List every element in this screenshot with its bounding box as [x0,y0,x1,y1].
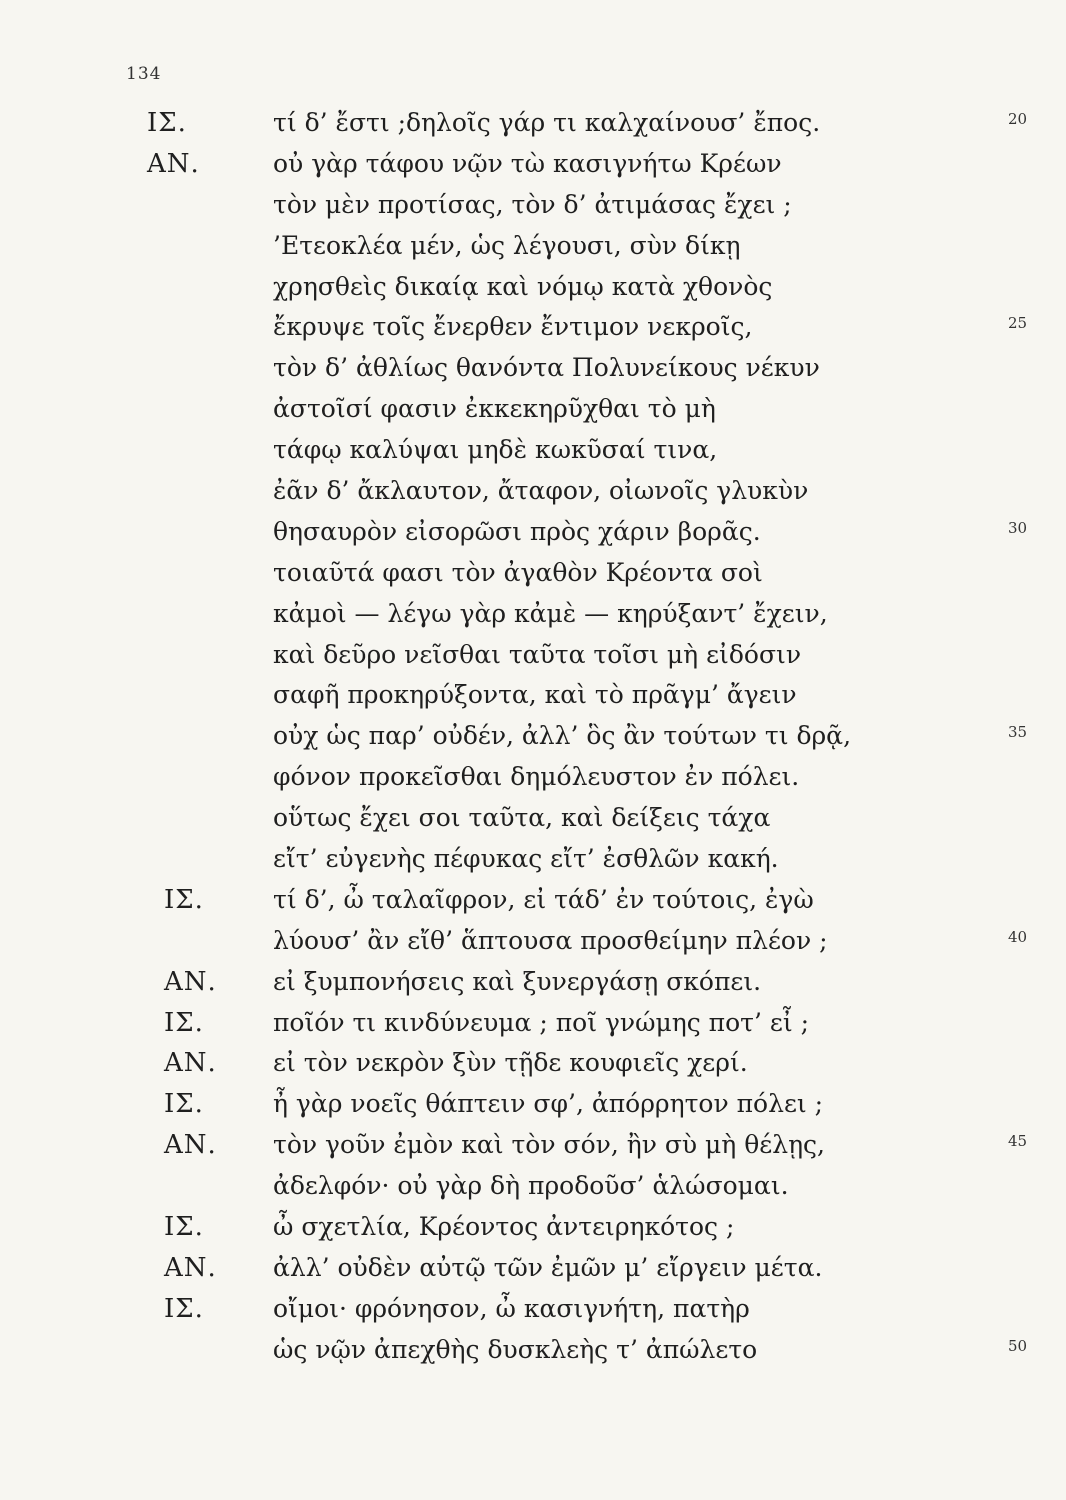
speaker-label: ΑΝ. [164,1252,217,1283]
verse-line [0,308,1066,349]
verse-line [0,1085,1066,1126]
verse-line [0,349,1066,390]
verse-text: καὶ δεῦρο νεῖσθαι ταῦτα τοῖσι μὴ εἰδόσιν [273,639,802,669]
page-number: 134 [126,64,162,84]
verse-text: οὕτως ἔχει σοι ταῦτα, καὶ δείξεις τάχα [273,803,771,833]
verse-line [0,758,1066,799]
verse-text: τοιαῦτά φασι τὸν ἀγαθὸν Κρέοντα σοὶ [273,557,763,587]
verse-text: τὸν γοῦν ἐμὸν καὶ τὸν σόν, ἢν σὺ μὴ θέλῃς, [273,1130,825,1160]
verse-line [0,1331,1066,1372]
verse-line [0,1167,1066,1208]
verse-text: εἰ τὸν νεκρὸν ξὺν τῇδε κουφιεῖς χερί. [273,1048,748,1078]
verse-text: ὦ σχετλία, Κρέοντος ἀντειρηκότος ; [273,1212,735,1242]
verse-text: ποῖόν τι κινδύνευμα ; ποῖ γνώμης ποτ’ εἶ ; [273,1007,809,1037]
verse-text: ἀδελφόν· οὐ γὰρ δὴ προδοῦσ’ ἁλώσομαι. [273,1171,789,1201]
speaker-label: ΙΣ. [164,884,204,915]
verse-line [0,431,1066,472]
speaker-label: ΑΝ. [164,1130,217,1161]
verse-line [0,390,1066,431]
verse-line [0,963,1066,1004]
verse-text: ἀστοῖσί φασιν ἐκκεκηρῦχθαι τὸ μὴ [273,394,716,424]
verse-text: φόνον προκεῖσθαι δημόλευστον ἐν πόλει. [273,762,800,792]
verse-line [0,676,1066,717]
verse-line [0,1044,1066,1085]
verse-text: οὐχ ὡς παρ’ οὐδέν, ἀλλ’ ὃς ἂν τούτων τι δρᾷ, [273,721,852,751]
speaker-label: ΙΣ. [164,1089,204,1120]
verse-text: εἰ ξυμπονήσεις καὶ ξυνεργάσῃ σκόπει. [273,966,762,996]
verse-line [0,840,1066,881]
verse-line [0,186,1066,227]
verse-text: εἴτ’ εὐγενὴς πέφυκας εἴτ’ ἐσθλῶν κακή. [273,844,779,874]
verse-line [0,595,1066,636]
verse-line [0,636,1066,677]
verse-text: τί δ’ ἔστι ;δηλοῖς γάρ τι καλχαίνουσ’ ἔπος. [273,108,821,137]
verse-text: ὡς νῷν ἀπεχθὴς δυσκλεὴς τ’ ἀπώλετο [273,1334,758,1364]
verse-text: τὸν δ’ ἀθλίως θανόντα Πολυνείκους νέκυν [273,353,820,383]
verse-line [0,145,1066,186]
verse-line [0,554,1066,595]
verse-text: οὐ γὰρ τάφου νῷν τὼ κασιγνήτω Κρέων [273,148,782,178]
line-number: 30 [1008,518,1028,537]
line-number: 40 [1008,927,1028,946]
verse-text: τὸν μὲν προτίσας, τὸν δ’ ἀτιμάσας ἔχει ; [273,189,792,219]
line-number: 25 [1008,314,1028,333]
verse-text: ἦ γὰρ νοεῖς θάπτειν σφ’, ἀπόρρητον πόλει ; [273,1089,824,1119]
verse-block [0,104,1066,1372]
verse-text: τάφῳ καλύψαι μηδὲ κωκῦσαί τινα, [273,435,718,465]
verse-line [0,472,1066,513]
verse-text: ’Ετεοκλέα μέν, ὡς λέγουσι, σὺν δίκῃ [273,230,741,260]
verse-line [0,881,1066,922]
speaker-label: ΑΝ. [164,966,217,997]
verse-text: ἀλλ’ οὐδὲν αὐτῷ τῶν ἐμῶν μ’ εἴργειν μέτα. [273,1252,823,1282]
verse-line [0,1290,1066,1331]
verse-text: ἔκρυψε τοῖς ἔνερθεν ἔντιμον νεκροῖς, [273,312,753,342]
verse-text: θησαυρὸν εἰσορῶσι πρὸς χάριν βορᾶς. [273,516,761,546]
verse-text: κἀμοὶ — λέγω γὰρ κἀμὲ — κηρύξαντ’ ἔχειν, [273,598,828,628]
verse-line [0,104,1066,145]
verse-line [0,1004,1066,1045]
verse-text: τί δ’, ὦ ταλαῖφρον, εἰ τάδ’ ἐν τούτοις, ἐγὼ [273,884,814,914]
line-number: 20 [1008,110,1028,128]
speaker-label: ΑΝ. [164,1048,217,1079]
line-number: 45 [1008,1132,1028,1151]
speaker-label: ΑΝ. [147,148,200,179]
verse-line [0,268,1066,309]
verse-line [0,1208,1066,1249]
speaker-label: ΙΣ. [164,1293,204,1324]
verse-line [0,227,1066,268]
speaker-label: ΙΣ. [164,1212,204,1243]
speaker-label: ΙΣ. [164,1007,204,1038]
speaker-label: ΙΣ. [147,108,187,138]
verse-text: χρησθεὶς δικαίᾳ καὶ νόμῳ κατὰ χθονὸς [273,271,773,301]
verse-text: οἴμοι· φρόνησον, ὦ κασιγνήτη, πατὴρ [273,1293,750,1323]
verse-text: λύουσ’ ἂν εἴθ’ ἅπτουσα προσθείμην πλέον ; [273,925,828,955]
verse-line [0,1249,1066,1290]
verse-text: ἐᾶν δ’ ἄκλαυτον, ἄταφον, οἰωνοῖς γλυκὺν [273,476,809,506]
line-number: 50 [1008,1336,1028,1355]
verse-line [0,717,1066,758]
verse-line [0,799,1066,840]
verse-line [0,922,1066,963]
line-number: 35 [1008,723,1028,742]
verse-text: σαφῆ προκηρύξοντα, καὶ τὸ πρᾶγμ’ ἄγειν [273,680,797,710]
verse-line [0,513,1066,554]
verse-line [0,1126,1066,1167]
